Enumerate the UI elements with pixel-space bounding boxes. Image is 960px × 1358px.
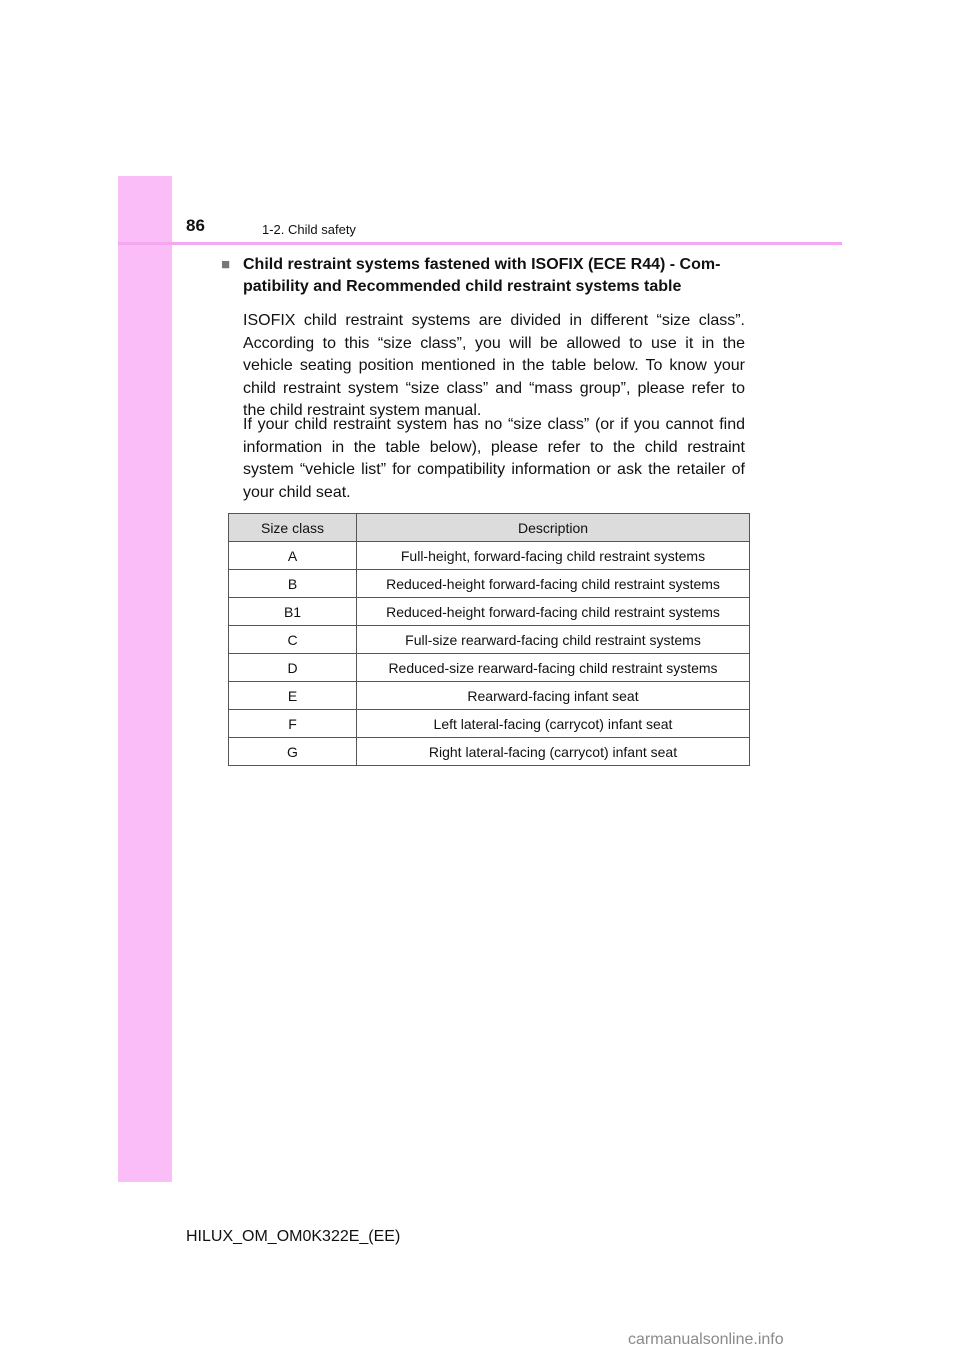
header-rule xyxy=(118,242,842,245)
table-row xyxy=(229,682,750,710)
page-number: 86 xyxy=(186,216,205,235)
watermark: carmanualsonline.info xyxy=(628,1331,784,1348)
size-class-cell: B1 xyxy=(229,598,357,626)
size-class-cell: B xyxy=(229,570,357,598)
table-header-row xyxy=(229,514,750,542)
table-row xyxy=(229,542,750,570)
description-cell: Full-size rearward-facing child restraint systems xyxy=(357,626,750,654)
description-cell: Reduced-height forward-facing child restraint systems xyxy=(357,598,750,626)
subheading-text: Child restraint systems fastened with ISOFIX (ECE R44) - Com-patibility and Recommended child restraint systems table xyxy=(243,256,721,295)
size-class-cell: D xyxy=(229,654,357,682)
size-class-table xyxy=(228,513,750,766)
size-class-cell: F xyxy=(229,710,357,738)
side-tab xyxy=(118,176,172,1182)
table-row xyxy=(229,598,750,626)
table-row xyxy=(229,710,750,738)
square-bullet-icon: ■ xyxy=(221,256,231,273)
table-row xyxy=(229,738,750,766)
paragraph-size-class: ISOFIX child restraint systems are divided in different “size class”. According to this “size class”, you will be allowed to use it in the vehicle seating position mentioned in the table below. To know your child restraint system “size class” and “mass group”, please refer to the child restraint system manual. xyxy=(243,312,745,419)
description-cell: Reduced-size rearward-facing child restraint systems xyxy=(357,654,750,682)
description-cell: Left lateral-facing (carrycot) infant seat xyxy=(357,710,750,738)
table-row xyxy=(229,654,750,682)
description-cell: Reduced-height forward-facing child restraint systems xyxy=(357,570,750,598)
table-row xyxy=(229,626,750,654)
description-cell: Right lateral-facing (carrycot) infant seat xyxy=(357,738,750,766)
size-class-cell: C xyxy=(229,626,357,654)
header-description: Description xyxy=(357,514,750,542)
size-class-cell: E xyxy=(229,682,357,710)
size-class-cell: A xyxy=(229,542,357,570)
table-row xyxy=(229,570,750,598)
subheading xyxy=(221,254,751,298)
description-cell: Full-height, forward-facing child restraint systems xyxy=(357,542,750,570)
header-size-class: Size class xyxy=(229,514,357,542)
description-cell: Rearward-facing infant seat xyxy=(357,682,750,710)
size-class-cell: G xyxy=(229,738,357,766)
paragraph-vehicle-list: If your child restraint system has no “size class” (or if you cannot find information in the table below), please refer to the child restraint system “vehicle list” for compatibility information or ask the retailer of your child seat. xyxy=(243,416,745,501)
manual-code: HILUX_OM_OM0K322E_(EE) xyxy=(186,1228,401,1245)
section-title: 1-2. Child safety xyxy=(262,222,356,237)
